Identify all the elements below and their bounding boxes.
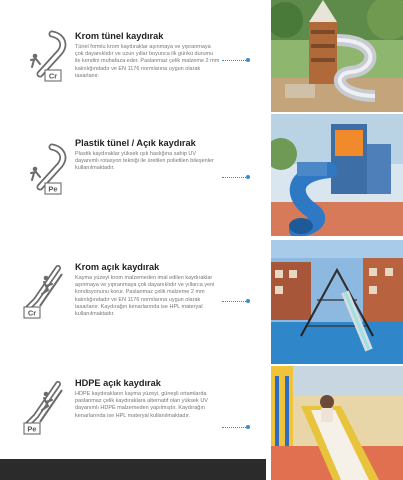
footer-bar bbox=[0, 459, 266, 480]
item-description: Kayma yüzeyi krom malzemeden imal edilen kaydıraklar aşınmaya ve yıpranmaya çok dayanıklıdır ve yıllarca yeni kondisyonunu korur. Paslanmaz çelik malzeme 2 mm kalınlığındadır ve EN 1176 normlarına uygun olarak tasarlanır. Kaydırağın kenarlarında ise HPL materyal kullanılmaktadır. bbox=[75, 275, 215, 318]
item-description: HDPE kaydırakların kayma yüzeyi, güneşli ortamlarda paslanmaz çelik kaydıraklara alternatif olan yüksek UV dayanımlı HDPE malzemeden yapılmıştır. Kaydırağın kenarlarında ise HPL materyal kullanılmaktadır. bbox=[75, 391, 208, 419]
open-slide-icon bbox=[22, 380, 68, 436]
connector-dots bbox=[222, 427, 248, 428]
product-item-chrome-open bbox=[0, 240, 403, 364]
product-item-chrome-tunnel bbox=[0, 0, 403, 112]
open-slide-icon bbox=[22, 264, 68, 320]
plastic-tunnel-slide-photo bbox=[271, 114, 403, 236]
material-badge: Pe bbox=[27, 424, 37, 434]
item-description: Plastik kaydıraklar yüksek ışık haslığına sahip UV dayanımlı rotasyon tekniği ile üretilen polietilen bileşenler kullanılmaktadır. bbox=[75, 151, 214, 172]
tunnel-slide-icon bbox=[22, 30, 68, 86]
material-badge: Cr bbox=[27, 308, 37, 318]
item-title: Krom açık kaydırak bbox=[75, 262, 160, 272]
chrome-open-slide-photo bbox=[271, 240, 403, 364]
material-badge: Cr bbox=[48, 71, 58, 81]
connector-dots bbox=[222, 301, 248, 302]
connector-dots bbox=[222, 177, 248, 178]
item-title: HDPE açık kaydırak bbox=[75, 378, 161, 388]
item-title: Plastik tünel / Açık kaydırak bbox=[75, 138, 196, 148]
tunnel-slide-icon bbox=[22, 143, 68, 199]
connector-dots bbox=[222, 60, 248, 61]
item-description: Tünel formlu krom kaydıraklar aşınmaya ve yıpranmaya çok dayanıklıdır ve uzun yıllar boyunca ilk günkü durumu ile kendini muhafaza eder. Paslanmaz çelik malzeme 2 mm kalınlığındadır ve EN 1176 normlarına uygun olarak tasarlanır. bbox=[75, 44, 220, 79]
hdpe-open-slide-photo bbox=[271, 366, 403, 480]
chrome-tunnel-slide-photo bbox=[271, 0, 403, 112]
material-badge: Pe bbox=[48, 184, 58, 194]
item-title: Krom tünel kaydırak bbox=[75, 31, 164, 41]
product-item-plastic-tunnel bbox=[0, 114, 403, 236]
